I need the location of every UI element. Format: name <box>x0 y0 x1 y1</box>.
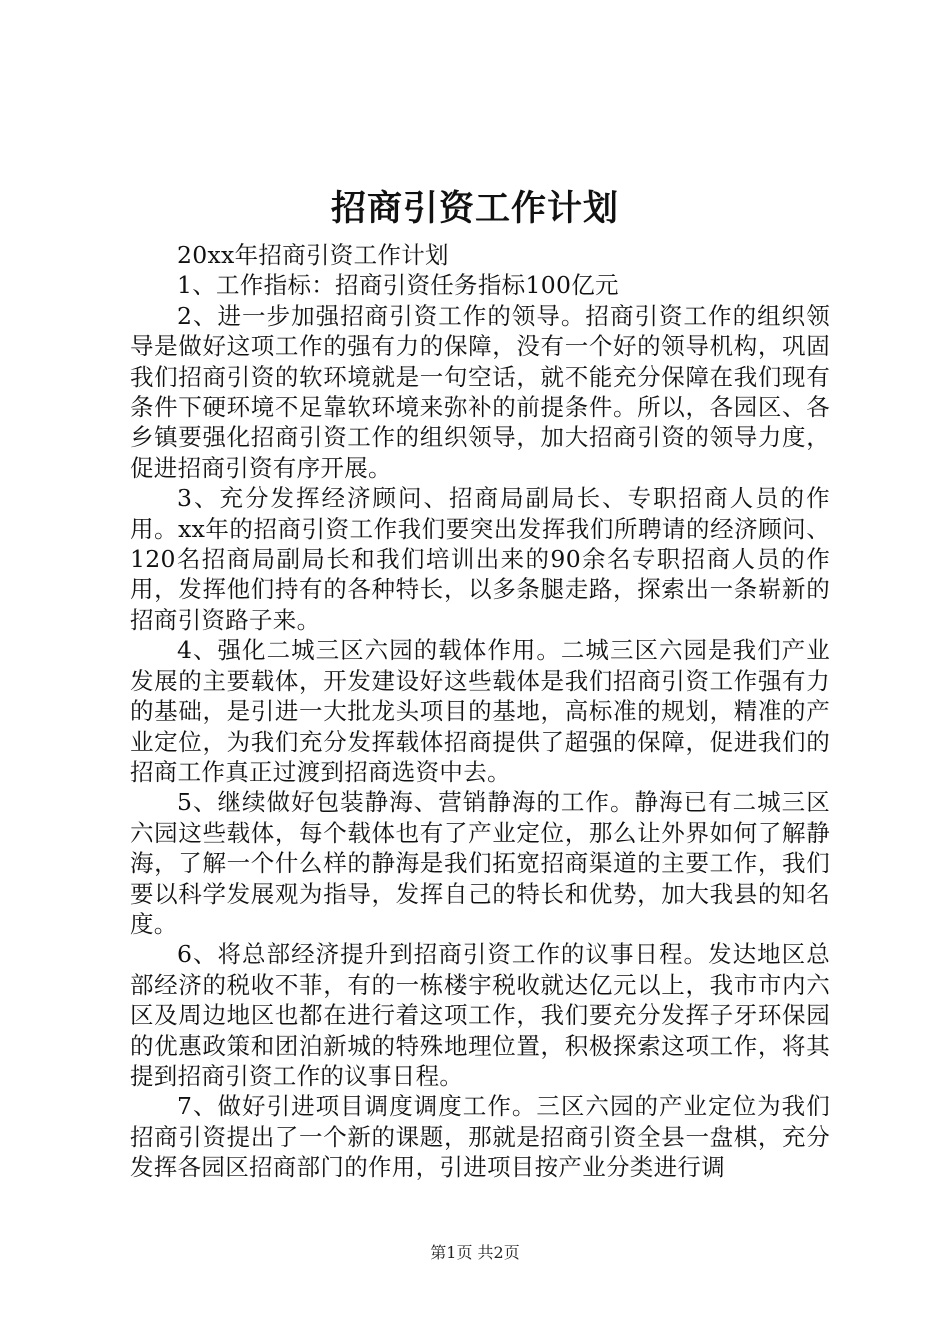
paragraph-4: 4、强化二城三区六园的载体作用。二城三区六园是我们产业发展的主要载体，开发建设好这些载体是我们招商引资工作强有力的基础，是引进一大批龙头项目的基地，高标准的规划，精准的产业定位，为我们充分发挥载体招商提供了超强的保障，促进我们的招商工作真正过渡到招商选资中去。 <box>130 636 830 786</box>
paragraph-heading: 20xx年招商引资工作计划 <box>177 241 449 269</box>
paragraph-3: 3、充分发挥经济顾问、招商局副局长、专职招商人员的作用。xx年的招商引资工作我们要突出发挥我们所聘请的经济顾问、120名招商局副局长和我们培训出来的90余名专职招商人员的作用，发挥他们持有的各种特长，以多条腿走路，探索出一条崭新的招商引资路子来。 <box>130 484 830 634</box>
page-number-footer: 第1页 共2页 <box>430 1243 520 1262</box>
paragraph-6: 6、将总部经济提升到招商引资工作的议事日程。发达地区总部经济的税收不菲，有的一栋楼宇税收就达亿元以上，我市市内六区及周边地区也都在进行着这项工作，我们要充分发挥子牙环保园的优惠政策和团泊新城的特殊地理位置，积极探索这项工作，将其提到招商引资工作的议事日程。 <box>130 940 830 1090</box>
document-body <box>130 240 830 1183</box>
page-title: 招商引资工作计划 <box>330 188 619 229</box>
paragraph-5: 5、继续做好包装静海、营销静海的工作。静海已有二城三区六园这些载体，每个载体也有了产业定位，那么让外界如何了解静海，了解一个什么样的静海是我们拓宽招商渠道的主要工作，我们要以科学发展观为指导，发挥自己的特长和优势，加大我县的知名度。 <box>130 788 830 938</box>
paragraph-7: 7、做好引进项目调度调度工作。三区六园的产业定位为我们招商引资提出了一个新的课题，那就是招商引资全县一盘棋，充分发挥各园区招商部门的作用，引进项目按产业分类进行调 <box>130 1092 830 1182</box>
paragraph-2: 2、进一步加强招商引资工作的领导。招商引资工作的组织领导是做好这项工作的强有力的保障，没有一个好的领导机构，巩固我们招商引资的软环境就是一句空话，就不能充分保障在我们现有条件下硬环境不足靠软环境来弥补的前提条件。所以，各园区、各乡镇要强化招商引资工作的组织领导，加大招商引资的领导力度，促进招商引资有序开展。 <box>130 301 830 482</box>
paragraph-1: 1、工作指标：招商引资任务指标100亿元 <box>177 271 619 300</box>
